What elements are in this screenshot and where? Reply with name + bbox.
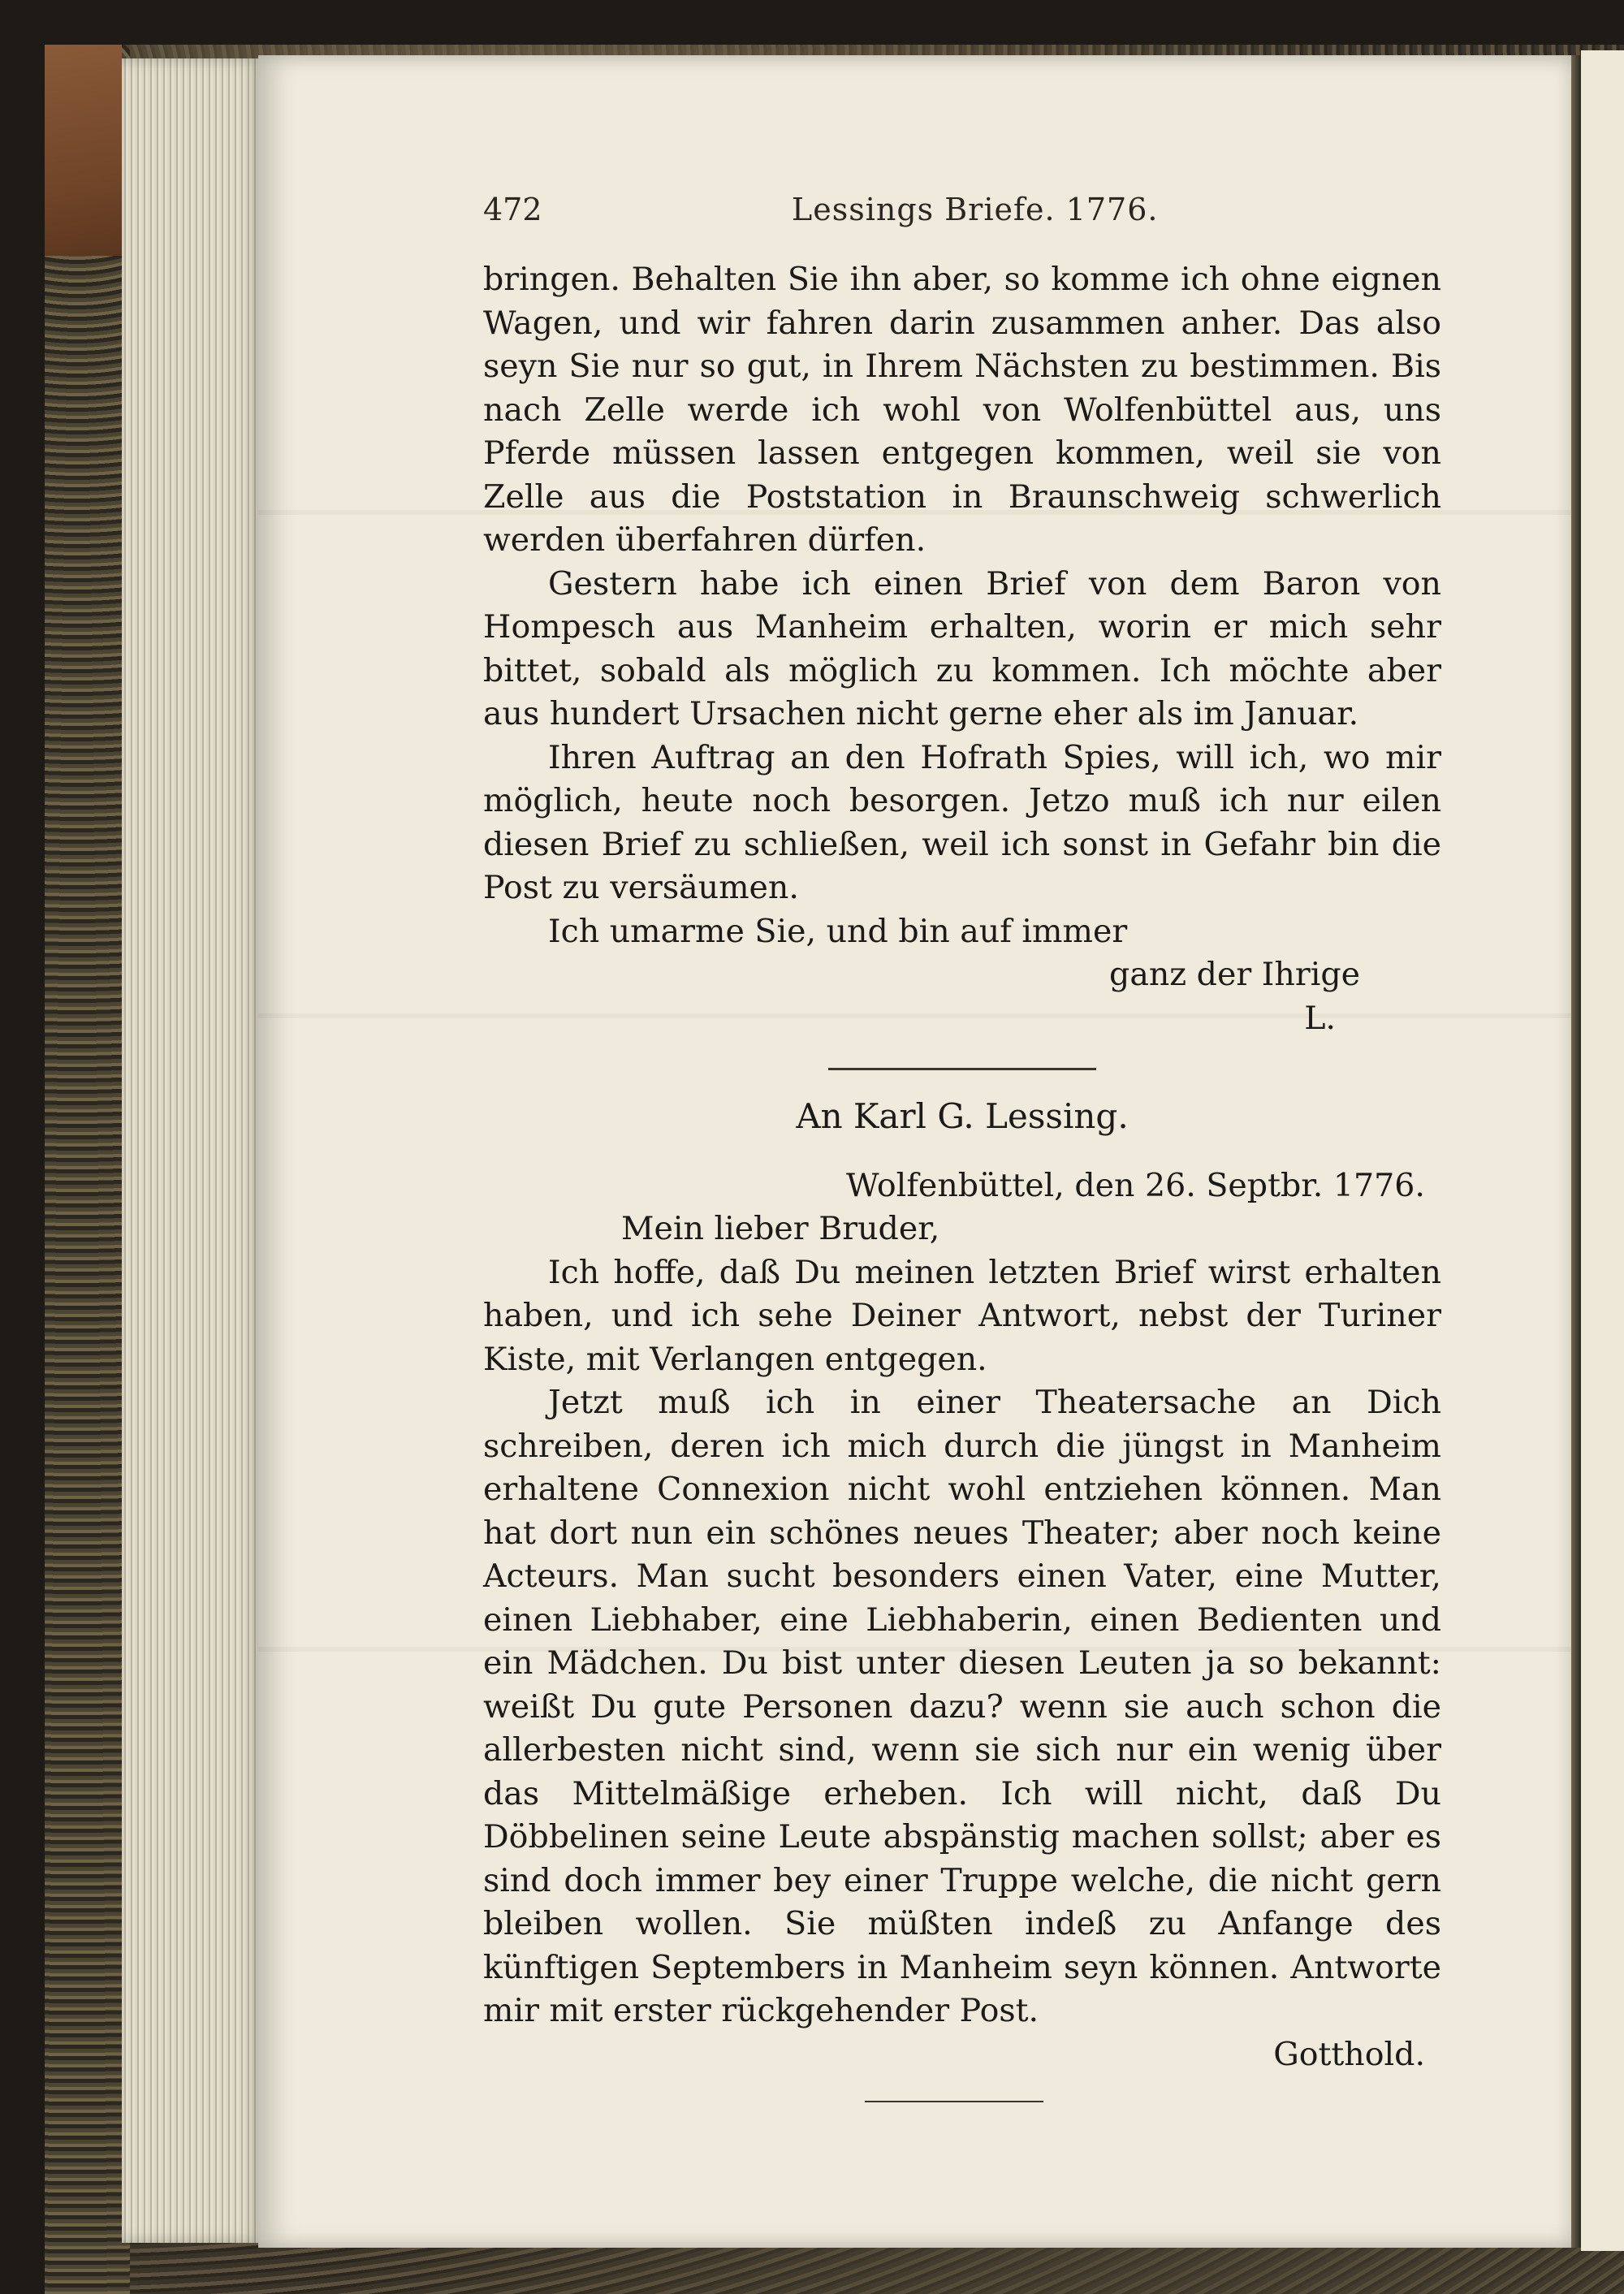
salutation: Mein lieber Bruder,	[621, 1210, 940, 1247]
page-header	[483, 192, 1441, 240]
signature: L.	[1304, 999, 1336, 1037]
leather-corner	[45, 45, 122, 256]
signature: Gotthold.	[1273, 2035, 1425, 2073]
paragraph: Ihren Auftrag an den Hofrath Spies, will ich, wo mir möglich, heute noch besorgen. Jetzo muß ich nur eilen diesen Brief zu schließen, weil ich sonst in Gefahr bin die Post zu versäumen.	[483, 738, 1441, 906]
paragraph: Gestern habe ich einen Brief von dem Baron von Hompesch aus Manheim erhalten, worin er mich sehr bittet, sobald als möglich zu kommen. Ich möchte aber aus hundert Ursachen nicht gerne eher als im Januar.	[483, 564, 1441, 732]
section-divider	[828, 1068, 1096, 1070]
end-divider	[865, 2101, 1043, 2102]
book-cover-marbled-edge	[45, 45, 130, 2294]
paragraph: Ich hoffe, daß Du meinen letzten Brief wirst erhalten haben, und ich sehe Deiner Antwort, nebst der Turiner Kiste, mit Verlangen entgegen.	[483, 1253, 1441, 1378]
paragraph: Jetzt muß ich in einer Theatersache an Dich schreiben, deren ich mich durch die jüngst in Manheim erhaltene Connexion nicht wohl entziehen können. Man hat dort nun ein schönes neues Theater; aber noch keine Acteurs. Man sucht besonders einen Vater, eine Mutter, einen Liebhaber, eine Liebhaberin, einen Bedienten und ein Mädchen. Du bist unter diesen Leuten ja so bekannt: weißt Du gute Personen dazu? wenn sie auch schon die allerbesten nicht sind, wenn sie sich nur ein wenig über das Mittelmäßige erheben. Ich will nicht, daß Du Döbbelinen seine Leute abspänstig machen sollst; aber es sind doch immer bey einer Truppe welche, die nicht gern bleiben wollen. Sie müßten indeß zu Anfange des künftigen Septembers in Manheim seyn können. Antworte mir mit erster rückgehender Post.	[483, 1384, 1441, 2029]
page-edges	[122, 58, 264, 2243]
dateline: Wolfenbüttel, den 26. Septbr. 1776.	[845, 1166, 1425, 1204]
letter-title: An Karl G. Lessing.	[796, 1096, 1129, 1136]
facing-page-edge	[1581, 50, 1624, 2251]
paragraph: Ich umarme Sie, und bin auf immer	[548, 912, 1128, 950]
body-text	[483, 258, 1441, 2102]
running-head: Lessings Briefe. 1776.	[792, 192, 1159, 227]
page-gutter	[1571, 55, 1581, 2248]
paragraph: bringen. Behalten Sie ihn aber, so komme ich ohne eignen Wagen, und wir fahren darin zusammen anher. Das also seyn Sie nur so gut, in Ihrem Nächsten zu bestimmen. Bis nach Zelle werde ich wohl von Wolfenbüttel aus, uns Pferde müssen lassen entgegen kommen, weil sie von Zelle aus die Poststation in Braunschweig schwerlich werden überfahren dürfen.	[483, 261, 1441, 559]
closing: ganz der Ihrige	[1109, 956, 1360, 993]
page-number: 472	[483, 192, 542, 227]
